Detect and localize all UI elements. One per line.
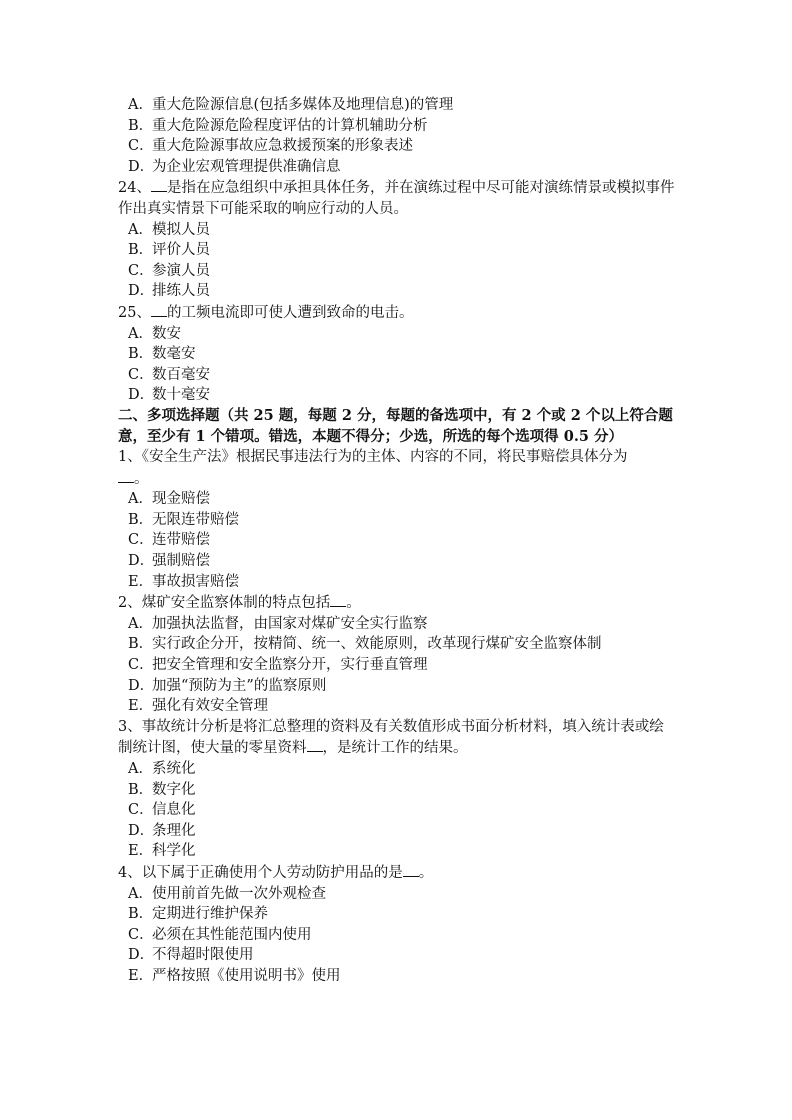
option-d: D．加强“预防为主”的监察原则 [128,677,327,694]
option-d: D．数十毫安 [128,387,210,404]
option-a: A．数安 [128,325,181,342]
question-25 [118,302,678,406]
option-c: C．信息化 [128,802,196,819]
option-a: A．现金赔偿 [128,491,210,508]
option-b: B．数字化 [128,781,196,798]
option-d: D．排练人员 [128,283,210,300]
q23-options [118,95,678,177]
answer-blank [151,302,167,317]
option-c: C．必须在其性能范围内使用 [128,926,312,943]
option-c: C．参演人员 [128,262,210,279]
option-e: E．强化有效安全管理 [128,698,268,715]
document-page [118,95,678,987]
answer-blank [403,862,419,877]
option-d: D．强制赔偿 [128,553,210,570]
option-e: E．严格按照《使用说明书》使用 [128,967,341,984]
question-m2 [118,592,678,717]
option-b: B．重大危险源危险程度评估的计算机辅助分析 [128,117,428,134]
option-b: B．无限连带赔偿 [128,511,239,528]
question-m4 [118,862,678,987]
option-a: A．加强执法监督，由国家对煤矿安全实行监察 [128,615,428,632]
option-d: D．不得超时限使用 [128,947,254,964]
question-m3 [118,717,678,862]
answer-blank [330,592,346,607]
question-stem: 3、事故统计分析是将汇总整理的资料及有关数值形成书面分析材料，填入统计表或绘制统计图，使大量的零星资料 ，是统计工作的结果。 [118,718,664,757]
question-stem: 25、 的工频电流即可使人遭到致命的电击。 [118,302,678,324]
question-24 [118,177,678,302]
answer-blank [118,468,134,483]
option-c: C．数百毫安 [128,366,210,383]
answer-blank [151,177,167,192]
question-stem: 1、《安全生产法》根据民事违法行为的主体、内容的不同，将民事赔偿具体分为 。 [118,449,628,487]
option-c: C．重大危险源事故应急救援预案的形象表述 [128,138,413,155]
option-d: D．条理化 [128,822,196,839]
option-e: E．事故损害赔偿 [128,573,239,590]
option-d: D．为企业宏观管理提供准确信息 [128,158,341,175]
option-a: A．使用前首先做一次外观检查 [128,885,326,902]
question-m1 [118,447,678,592]
option-b: B．评价人员 [128,242,210,259]
option-b: B．数毫安 [128,346,196,363]
question-stem: 24、 是指在应急组织中承担具体任务，并在演练过程中尽可能对演练情景或模拟事件作出真实情景下可能采取的响应行动的人员。 [118,177,678,219]
question-stem: 4、以下属于正确使用个人劳动防护用品的是 。 [118,862,678,884]
answer-blank [307,737,323,752]
option-e: E．科学化 [128,843,196,860]
section-heading: 二、多项选择题（共 25 题，每题 2 分，每题的备选项中，有 2 个或 2 个以上符合题意，至少有 1 个错项。错选，本题不得分；少选，所选的每个选项得 0.5 分） [118,406,673,445]
option-c: C．连带赔偿 [128,532,210,549]
option-b: B．实行政企分开，按精简、统一、效能原则，改革现行煤矿安全监察体制 [128,636,602,653]
option-c: C．把安全管理和安全监察分开，实行垂直管理 [128,657,428,674]
option-a: A．重大危险源信息(包括多媒体及地理信息)的管理 [128,97,454,113]
option-a: A．模拟人员 [128,221,210,238]
option-b: B．定期进行维护保养 [128,906,268,923]
option-a: A．系统化 [128,761,196,777]
question-stem: 2、煤矿安全监察体制的特点包括 。 [118,592,678,614]
